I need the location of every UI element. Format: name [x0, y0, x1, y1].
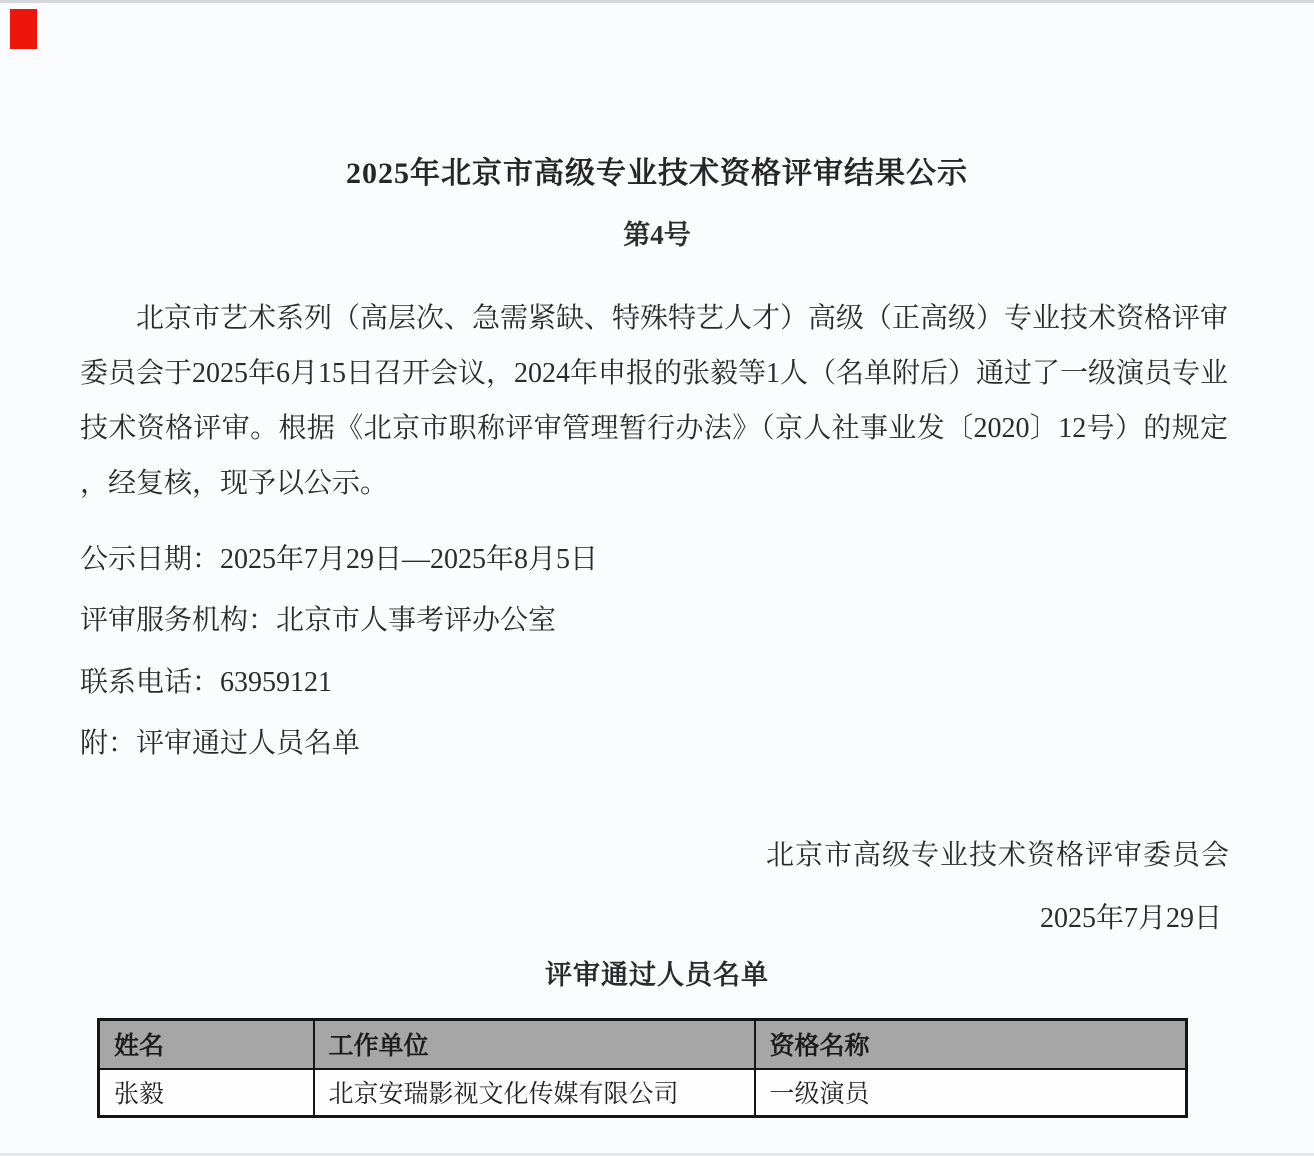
- paragraph-line-3: 技术资格评审。根据《北京市职称评审管理暂行办法》（京人社事业发〔2020〕12号）的规定: [80, 413, 1228, 444]
- paragraph-line-2: 委员会于2025年6月15日召开会议，2024年申报的张毅等1人（名单附后）通过了一级演员专业: [80, 358, 1229, 389]
- attachment-note: 附：评审通过人员名单: [80, 728, 361, 759]
- contact-phone: 联系电话：63959121: [80, 667, 333, 698]
- table-title: 评审通过人员名单: [545, 960, 769, 990]
- col-header-qualification: 资格名称: [755, 1020, 1187, 1069]
- table-row: [99, 1069, 1187, 1117]
- body-paragraph: [80, 291, 1228, 511]
- cell-employer: 北京安瑞影视文化传媒有限公司: [314, 1069, 755, 1117]
- cell-qualification: 一级演员: [755, 1069, 1187, 1117]
- review-service-agency: 评审服务机构：北京市人事考评办公室: [80, 605, 557, 636]
- top-edge-line: [0, 0, 1314, 3]
- paragraph-line-1: 北京市艺术系列（高层次、急需紧缺、特殊特艺人才）高级（正高级）专业技术资格评审: [136, 303, 1229, 334]
- approved-personnel-table: [97, 1018, 1188, 1118]
- issuer-name: 北京市高级专业技术资格评审委员会: [765, 840, 1230, 871]
- col-header-name: 姓名: [99, 1020, 314, 1069]
- paragraph-line-4: ，经复核，现予以公示。: [80, 468, 389, 499]
- publicity-period: 公示日期：2025年7月29日—2025年8月5日: [80, 544, 599, 575]
- issue-date: 2025年7月29日: [1039, 903, 1222, 934]
- col-header-employer: 工作单位: [314, 1020, 755, 1069]
- document-title: 2025年北京市高级专业技术资格评审结果公示: [346, 157, 968, 190]
- red-marker: [10, 9, 37, 49]
- table-header-row: [99, 1020, 1187, 1069]
- cell-name: 张毅: [99, 1069, 314, 1117]
- document-number: 第4号: [623, 220, 691, 250]
